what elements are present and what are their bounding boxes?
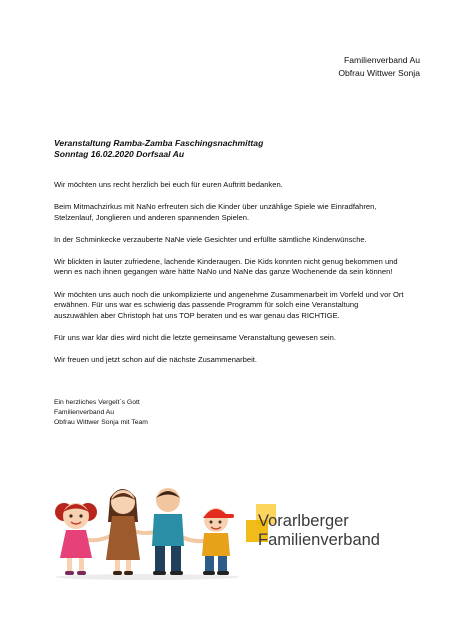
letter-body [54,180,404,377]
closing-signature [54,398,148,429]
body-paragraph: Wir freuen und jetzt schon auf die nächste Zusammenarbeit. [54,354,258,364]
sender-block [338,54,420,80]
logo-line-familienverband: Familienverband [258,531,380,549]
logo-line-vorarlberger: Vorarlberger [258,512,349,530]
body-paragraph: Wir möchten uns recht herzlich bei euch für euren Auftritt bedanken. [54,180,283,189]
event-title: Veranstaltung Ramba-Zamba Faschingsnachmittag [54,138,264,148]
sender-organization: Familienverband Au [344,55,420,65]
closing-signatory: Obfrau Wittwer Sonja mit Team [54,419,148,427]
body-paragraph: Beim Mitmachzirkus mit NaNo erfreuten sich die Kinder über unzählige Spiele wie Einradfahren, Stelzenlauf, Jonglieren und anderen spannenden Spielen. [54,202,377,222]
mother-figure [106,489,140,575]
familienverband-logo-text [258,512,380,550]
body-paragraph: In der Schminkecke verzauberte NaNe viele Gesichter und erfüllte sämtliche Kinderwünsche. [54,234,367,244]
boy-figure [202,508,234,575]
closing-greeting: Ein herzliches Vergelt`s Gott [54,399,140,406]
event-date-location: Sonntag 16.02.2020 Dorfsaal Au [54,149,185,159]
body-paragraph: Wir blickten in lauter zufriedene, lachende Kinderaugen. Die Kids konnten nicht genug bekommen und wenn es nach ihnen gegangen wäre hätte NaNo und NaNe das ganze Wochenende da sein können! [54,256,398,277]
held-hands-arms [80,530,210,541]
body-paragraph: Wir möchten uns auch noch die unkomplizierte und angenehme Zusammenarbeit im Vorfeld und vor Ort erwähnen. Für uns war es schwierig das passende Programm für solch eine Veranstaltung auszuwählen aber Christoph hat uns TOP beraten und es war genau das RICHTIGE. [54,289,404,320]
father-figure [152,488,184,575]
event-heading [54,138,263,160]
sender-chairwoman: Obfrau Wittwer Sonja [338,68,420,78]
body-paragraph: Für uns war klar dies wird nicht die letzte gemeinsame Veranstaltung gewesen sein. [54,332,336,342]
closing-organization: Familienverband Au [54,409,115,417]
family-illustration [52,478,242,580]
